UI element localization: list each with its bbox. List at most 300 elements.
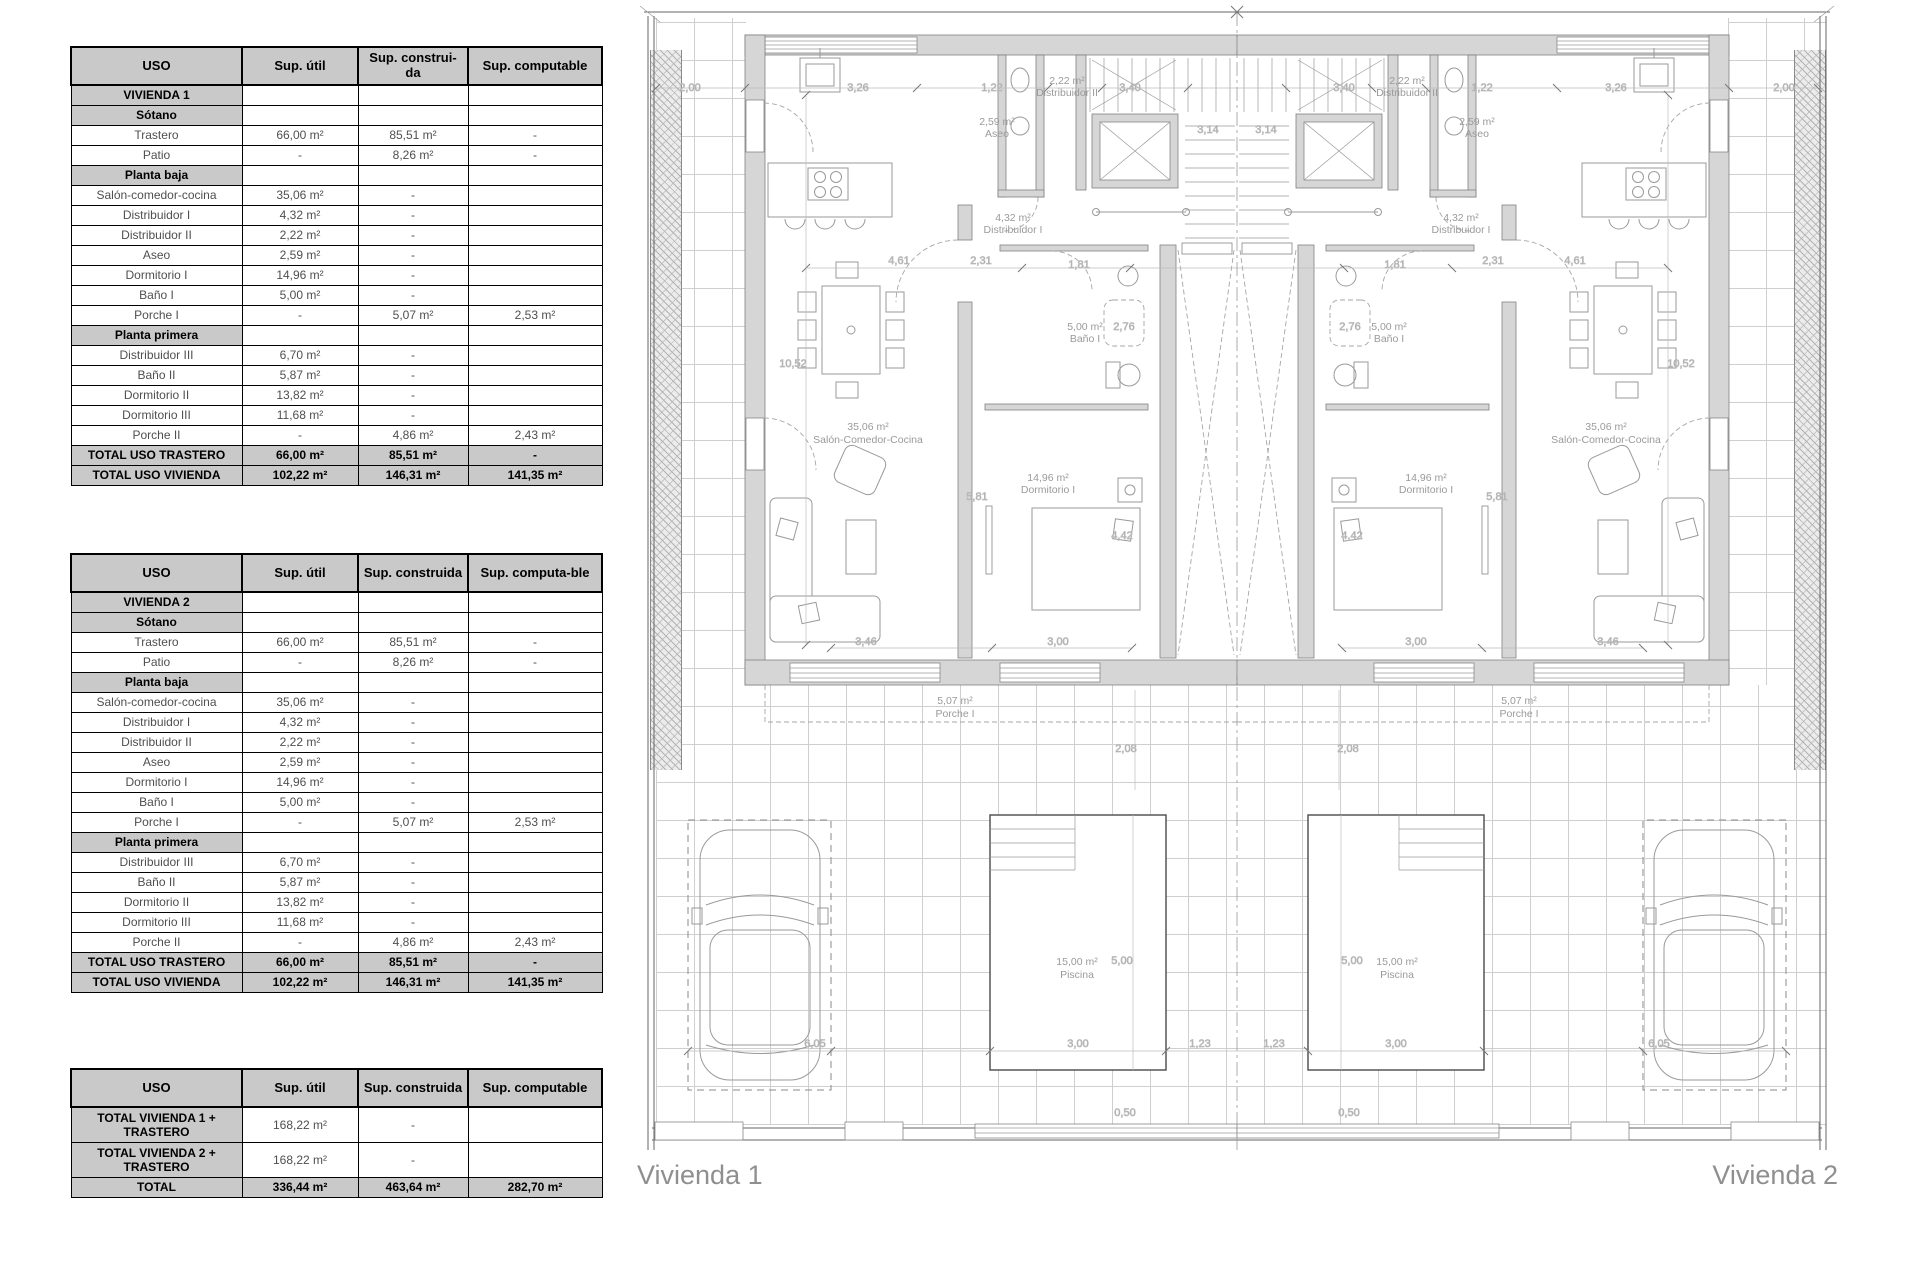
area-value: 5,07 m² bbox=[358, 306, 468, 326]
area-value bbox=[358, 166, 468, 186]
area-value: - bbox=[358, 186, 468, 206]
row-label: Planta primera bbox=[71, 326, 242, 346]
area-value: - bbox=[468, 633, 602, 653]
table-row bbox=[71, 633, 602, 653]
dim-label: 4,61 bbox=[888, 255, 910, 267]
table-row bbox=[71, 426, 602, 446]
dim-label: 3,26 bbox=[1605, 82, 1627, 94]
area-value bbox=[468, 1143, 602, 1178]
area-value: - bbox=[468, 146, 602, 166]
room-name-label: Salón-Comedor-Cocina bbox=[813, 434, 923, 446]
area-value: - bbox=[358, 893, 468, 913]
area-value bbox=[468, 853, 602, 873]
area-value: 141,35 m² bbox=[468, 973, 602, 993]
table-row bbox=[71, 466, 602, 486]
area-value: 2,43 m² bbox=[468, 426, 602, 446]
area-value: 85,51 m² bbox=[358, 446, 468, 466]
area-value: 4,32 m² bbox=[242, 713, 358, 733]
floor-plan-drawing bbox=[630, 0, 1890, 1280]
area-value: 168,22 m² bbox=[242, 1143, 358, 1178]
column-header: Sup. útil bbox=[242, 1069, 358, 1107]
table-row bbox=[71, 813, 602, 833]
area-value: 2,22 m² bbox=[242, 733, 358, 753]
table-row bbox=[71, 226, 602, 246]
area-value bbox=[242, 592, 358, 613]
row-label: Porche II bbox=[71, 426, 242, 446]
room-area-label: 2,59 m² bbox=[1459, 116, 1495, 128]
area-value bbox=[468, 286, 602, 306]
area-value: - bbox=[358, 913, 468, 933]
area-value bbox=[468, 753, 602, 773]
area-value: - bbox=[358, 226, 468, 246]
area-value: 8,26 m² bbox=[358, 146, 468, 166]
dim-label: 2,00 bbox=[679, 82, 701, 94]
row-label: Planta baja bbox=[71, 673, 242, 693]
area-value bbox=[468, 166, 602, 186]
area-value: 463,64 m² bbox=[358, 1178, 468, 1198]
column-header: Sup. construida bbox=[358, 554, 468, 592]
area-value: - bbox=[242, 933, 358, 953]
area-value bbox=[468, 833, 602, 853]
area-value bbox=[468, 592, 602, 613]
area-value bbox=[242, 326, 358, 346]
area-value: - bbox=[358, 366, 468, 386]
dim-label: 3,00 bbox=[1385, 1038, 1407, 1050]
area-value: 102,22 m² bbox=[242, 466, 358, 486]
dim-label: 0,50 bbox=[1114, 1107, 1136, 1119]
area-value: - bbox=[468, 953, 602, 973]
table-row bbox=[71, 286, 602, 306]
row-label: Distribuidor II bbox=[71, 226, 242, 246]
room-name-label: Distribuidor II bbox=[1036, 87, 1098, 99]
area-value bbox=[242, 613, 358, 633]
area-value: - bbox=[358, 733, 468, 753]
area-value: - bbox=[358, 793, 468, 813]
row-label: Salón-comedor-cocina bbox=[71, 186, 242, 206]
dim-label: 2,31 bbox=[1482, 255, 1504, 267]
table-row bbox=[71, 853, 602, 873]
dim-label: 3,14 bbox=[1197, 124, 1219, 136]
row-label: Planta baja bbox=[71, 166, 242, 186]
table-row bbox=[71, 386, 602, 406]
room-name-label: Baño I bbox=[1069, 333, 1101, 345]
area-table-totales bbox=[70, 1068, 603, 1198]
area-value: 66,00 m² bbox=[242, 633, 358, 653]
area-value: 141,35 m² bbox=[468, 466, 602, 486]
dim-label: 1,81 bbox=[1384, 259, 1406, 271]
room-name-label: Salón-Comedor-Cocina bbox=[1551, 434, 1661, 446]
area-value bbox=[468, 893, 602, 913]
row-label: Distribuidor I bbox=[71, 713, 242, 733]
row-label: Trastero bbox=[71, 633, 242, 653]
area-value: 146,31 m² bbox=[358, 973, 468, 993]
table-row bbox=[71, 1143, 602, 1178]
dim-label: 0,50 bbox=[1338, 1107, 1360, 1119]
area-value: - bbox=[242, 426, 358, 446]
dim-label: 1,81 bbox=[1068, 259, 1090, 271]
area-value: 6,70 m² bbox=[242, 346, 358, 366]
room-area-label: 5,00 m² bbox=[1067, 321, 1103, 333]
table-row bbox=[71, 673, 602, 693]
area-value: 168,22 m² bbox=[242, 1107, 358, 1143]
dim-label: 2,31 bbox=[970, 255, 992, 267]
table-row bbox=[71, 85, 602, 106]
dim-label: 6,05 bbox=[1648, 1038, 1670, 1050]
table-row bbox=[71, 446, 602, 466]
dim-label: 5,81 bbox=[1486, 491, 1508, 503]
area-value: - bbox=[358, 753, 468, 773]
area-value bbox=[468, 713, 602, 733]
table-row bbox=[71, 126, 602, 146]
area-value: 6,70 m² bbox=[242, 853, 358, 873]
area-value: 4,86 m² bbox=[358, 933, 468, 953]
table-row bbox=[71, 953, 602, 973]
area-value: 85,51 m² bbox=[358, 126, 468, 146]
row-label: Baño II bbox=[71, 366, 242, 386]
row-label: Porche II bbox=[71, 933, 242, 953]
dim-label: 5,00 bbox=[1111, 955, 1133, 967]
room-area-label: 2,22 m² bbox=[1389, 75, 1425, 87]
table-row bbox=[71, 166, 602, 186]
table-row bbox=[71, 873, 602, 893]
area-value: - bbox=[468, 446, 602, 466]
area-value: 35,06 m² bbox=[242, 186, 358, 206]
area-value bbox=[242, 106, 358, 126]
table-row bbox=[71, 693, 602, 713]
area-value: 2,22 m² bbox=[242, 226, 358, 246]
room-area-label: 4,32 m² bbox=[995, 212, 1031, 224]
area-value: 66,00 m² bbox=[242, 126, 358, 146]
row-label: Baño II bbox=[71, 873, 242, 893]
room-area-label: 5,07 m² bbox=[937, 695, 973, 707]
column-header: USO bbox=[71, 1069, 242, 1107]
area-value: 2,59 m² bbox=[242, 246, 358, 266]
area-value: 14,96 m² bbox=[242, 266, 358, 286]
row-label: TOTAL USO TRASTERO bbox=[71, 953, 242, 973]
table-row bbox=[71, 326, 602, 346]
column-header: Sup. útil bbox=[242, 554, 358, 592]
area-value: - bbox=[242, 146, 358, 166]
area-value: 85,51 m² bbox=[358, 953, 468, 973]
area-value bbox=[358, 673, 468, 693]
row-label: Baño I bbox=[71, 286, 242, 306]
area-value bbox=[468, 773, 602, 793]
area-value: - bbox=[358, 246, 468, 266]
area-value: 13,82 m² bbox=[242, 386, 358, 406]
dim-label: 2,76 bbox=[1339, 321, 1361, 333]
area-value: 14,96 m² bbox=[242, 773, 358, 793]
row-label: Distribuidor II bbox=[71, 733, 242, 753]
row-label: Patio bbox=[71, 653, 242, 673]
table-header-row bbox=[71, 47, 602, 85]
row-label: Porche I bbox=[71, 813, 242, 833]
area-value: - bbox=[358, 286, 468, 306]
row-label: Salón-comedor-cocina bbox=[71, 693, 242, 713]
row-label: TOTAL VIVIENDA 2 + TRASTERO bbox=[71, 1143, 242, 1178]
area-value bbox=[242, 833, 358, 853]
row-label: Distribuidor III bbox=[71, 346, 242, 366]
area-value: 2,53 m² bbox=[468, 813, 602, 833]
column-header: USO bbox=[71, 554, 242, 592]
room-name-label: Aseo bbox=[985, 128, 1009, 140]
room-name-label: Aseo bbox=[1465, 128, 1489, 140]
row-label: Sótano bbox=[71, 613, 242, 633]
area-value bbox=[468, 913, 602, 933]
dim-label: 3,46 bbox=[855, 636, 877, 648]
dim-label: 3,40 bbox=[1119, 82, 1141, 94]
area-value: 2,59 m² bbox=[242, 753, 358, 773]
dim-label: 3,40 bbox=[1333, 82, 1355, 94]
area-value: 5,00 m² bbox=[242, 793, 358, 813]
table-header-row bbox=[71, 1069, 602, 1107]
dim-label: 10,52 bbox=[1667, 358, 1695, 370]
row-label: Baño I bbox=[71, 793, 242, 813]
row-label: Dormitorio III bbox=[71, 913, 242, 933]
table-row bbox=[71, 266, 602, 286]
dim-label: 2,76 bbox=[1113, 321, 1135, 333]
area-value: 5,87 m² bbox=[242, 366, 358, 386]
area-value: - bbox=[242, 306, 358, 326]
column-header: Sup. computable bbox=[468, 47, 602, 85]
table-row bbox=[71, 613, 602, 633]
area-value bbox=[468, 326, 602, 346]
row-label: Porche I bbox=[71, 306, 242, 326]
dim-label: 1,23 bbox=[1189, 1038, 1211, 1050]
area-value: 85,51 m² bbox=[358, 633, 468, 653]
table-row bbox=[71, 793, 602, 813]
table-row bbox=[71, 913, 602, 933]
room-name-label: Porche I bbox=[1499, 708, 1539, 720]
room-area-label: 2,22 m² bbox=[1049, 75, 1085, 87]
room-name-label: Piscina bbox=[1380, 969, 1414, 981]
area-value: 5,87 m² bbox=[242, 873, 358, 893]
area-value: 11,68 m² bbox=[242, 913, 358, 933]
table-row bbox=[71, 186, 602, 206]
dim-label: 5,00 bbox=[1341, 955, 1363, 967]
dim-label: 5,81 bbox=[966, 491, 988, 503]
area-value bbox=[468, 206, 602, 226]
column-header: Sup. construi-da bbox=[358, 47, 468, 85]
row-label: Distribuidor III bbox=[71, 853, 242, 873]
row-label: TOTAL USO VIVIENDA bbox=[71, 973, 242, 993]
column-header: Sup. construida bbox=[358, 1069, 468, 1107]
area-value bbox=[468, 793, 602, 813]
room-area-label: 5,07 m² bbox=[1501, 695, 1537, 707]
room-area-label: 15,00 m² bbox=[1056, 956, 1098, 968]
table-row bbox=[71, 753, 602, 773]
table-row bbox=[71, 973, 602, 993]
dim-label: 10,52 bbox=[779, 358, 807, 370]
area-value bbox=[468, 1107, 602, 1143]
area-value bbox=[468, 733, 602, 753]
area-value bbox=[468, 366, 602, 386]
column-header: Sup. computable bbox=[468, 1069, 602, 1107]
table-row bbox=[71, 406, 602, 426]
area-value: - bbox=[358, 206, 468, 226]
area-value bbox=[358, 613, 468, 633]
area-value: - bbox=[358, 386, 468, 406]
row-label: VIVIENDA 1 bbox=[71, 85, 242, 106]
table-row bbox=[71, 306, 602, 326]
area-table-vivienda-2 bbox=[70, 553, 603, 993]
area-value bbox=[468, 386, 602, 406]
area-value bbox=[468, 693, 602, 713]
area-value: 4,32 m² bbox=[242, 206, 358, 226]
area-value bbox=[468, 346, 602, 366]
dim-label: 2,08 bbox=[1115, 743, 1137, 755]
area-value bbox=[468, 186, 602, 206]
area-value: - bbox=[358, 773, 468, 793]
row-label: Dormitorio III bbox=[71, 406, 242, 426]
room-area-label: 35,06 m² bbox=[847, 421, 889, 433]
row-label: TOTAL VIVIENDA 1 + TRASTERO bbox=[71, 1107, 242, 1143]
area-value bbox=[358, 85, 468, 106]
row-label: TOTAL USO VIVIENDA bbox=[71, 466, 242, 486]
area-value: 66,00 m² bbox=[242, 446, 358, 466]
area-value: - bbox=[358, 713, 468, 733]
area-value bbox=[468, 406, 602, 426]
area-value: - bbox=[358, 873, 468, 893]
area-value: 4,86 m² bbox=[358, 426, 468, 446]
area-value: 35,06 m² bbox=[242, 693, 358, 713]
dim-label: 3,00 bbox=[1047, 636, 1069, 648]
table-row bbox=[71, 592, 602, 613]
row-label: Dormitorio II bbox=[71, 386, 242, 406]
table-row bbox=[71, 833, 602, 853]
area-value: 336,44 m² bbox=[242, 1178, 358, 1198]
table-row bbox=[71, 893, 602, 913]
room-name-label: Distribuidor I bbox=[983, 224, 1043, 236]
room-area-label: 2,59 m² bbox=[979, 116, 1015, 128]
area-value: 66,00 m² bbox=[242, 953, 358, 973]
area-value bbox=[358, 106, 468, 126]
dim-label: 3,00 bbox=[1067, 1038, 1089, 1050]
area-value bbox=[468, 266, 602, 286]
area-value: - bbox=[358, 1107, 468, 1143]
area-value: 2,43 m² bbox=[468, 933, 602, 953]
area-value: - bbox=[242, 813, 358, 833]
room-name-label: Distribuidor II bbox=[1376, 87, 1438, 99]
table-row bbox=[71, 653, 602, 673]
area-value: 11,68 m² bbox=[242, 406, 358, 426]
row-label: Planta primera bbox=[71, 833, 242, 853]
room-name-label: Distribuidor I bbox=[1431, 224, 1491, 236]
row-label: Dormitorio I bbox=[71, 773, 242, 793]
area-value bbox=[468, 226, 602, 246]
row-label: Trastero bbox=[71, 126, 242, 146]
table-row bbox=[71, 366, 602, 386]
dim-label: 1,22 bbox=[981, 82, 1003, 94]
room-name-label: Porche I bbox=[935, 708, 975, 720]
area-value bbox=[468, 246, 602, 266]
area-value: 13,82 m² bbox=[242, 893, 358, 913]
dim-label: 4,42 bbox=[1111, 530, 1133, 542]
area-value: 8,26 m² bbox=[358, 653, 468, 673]
table-row bbox=[71, 713, 602, 733]
area-value bbox=[242, 166, 358, 186]
table-header-row bbox=[71, 554, 602, 592]
area-value: - bbox=[468, 126, 602, 146]
row-label: Sótano bbox=[71, 106, 242, 126]
area-value: - bbox=[358, 406, 468, 426]
column-header: Sup. útil bbox=[242, 47, 358, 85]
dim-label: 1,22 bbox=[1471, 82, 1493, 94]
area-value: - bbox=[358, 266, 468, 286]
area-value: 5,00 m² bbox=[242, 286, 358, 306]
table-row bbox=[71, 1107, 602, 1143]
row-label: TOTAL USO TRASTERO bbox=[71, 446, 242, 466]
column-header: USO bbox=[71, 47, 242, 85]
area-value bbox=[242, 85, 358, 106]
room-area-label: 35,06 m² bbox=[1585, 421, 1627, 433]
room-area-label: 4,32 m² bbox=[1443, 212, 1479, 224]
area-value bbox=[358, 833, 468, 853]
row-label: Dormitorio II bbox=[71, 893, 242, 913]
dim-label: 3,00 bbox=[1405, 636, 1427, 648]
area-value bbox=[468, 85, 602, 106]
room-name-label: Baño I bbox=[1373, 333, 1405, 345]
dim-label: 3,14 bbox=[1255, 124, 1277, 136]
row-label: Aseo bbox=[71, 246, 242, 266]
room-area-label: 15,00 m² bbox=[1376, 956, 1418, 968]
area-value: 146,31 m² bbox=[358, 466, 468, 486]
dim-label: 3,26 bbox=[847, 82, 869, 94]
area-value: - bbox=[358, 693, 468, 713]
table-row bbox=[71, 146, 602, 166]
area-value: - bbox=[358, 853, 468, 873]
dim-label: 1,23 bbox=[1263, 1038, 1285, 1050]
table-row bbox=[71, 346, 602, 366]
table-row bbox=[71, 933, 602, 953]
area-value bbox=[468, 873, 602, 893]
dim-label: 4,42 bbox=[1341, 530, 1363, 542]
area-value bbox=[468, 673, 602, 693]
unit-label-vivienda-2: Vivienda 2 bbox=[1712, 1160, 1838, 1190]
area-value: - bbox=[468, 653, 602, 673]
row-label: Distribuidor I bbox=[71, 206, 242, 226]
row-label: VIVIENDA 2 bbox=[71, 592, 242, 613]
area-table-vivienda-1 bbox=[70, 46, 603, 486]
room-area-label: 5,00 m² bbox=[1371, 321, 1407, 333]
dim-label: 3,46 bbox=[1597, 636, 1619, 648]
room-name-label: Dormitorio I bbox=[1020, 484, 1076, 496]
row-label: Patio bbox=[71, 146, 242, 166]
room-area-label: 14,96 m² bbox=[1027, 472, 1069, 484]
dim-label: 2,08 bbox=[1337, 743, 1359, 755]
unit-label-vivienda-1: Vivienda 1 bbox=[637, 1160, 763, 1190]
area-value: 282,70 m² bbox=[468, 1178, 602, 1198]
row-label: Aseo bbox=[71, 753, 242, 773]
table-row bbox=[71, 773, 602, 793]
area-value bbox=[358, 592, 468, 613]
room-area-label: 14,96 m² bbox=[1405, 472, 1447, 484]
area-value bbox=[358, 326, 468, 346]
dim-label: 6,05 bbox=[804, 1038, 826, 1050]
area-value: 5,07 m² bbox=[358, 813, 468, 833]
area-value bbox=[242, 673, 358, 693]
table-row bbox=[71, 206, 602, 226]
dim-label: 2,00 bbox=[1773, 82, 1795, 94]
row-label: Dormitorio I bbox=[71, 266, 242, 286]
area-value: 2,53 m² bbox=[468, 306, 602, 326]
table-row bbox=[71, 1178, 602, 1198]
table-row bbox=[71, 733, 602, 753]
column-header: Sup. computa-ble bbox=[468, 554, 602, 592]
area-value: - bbox=[358, 346, 468, 366]
area-value bbox=[468, 106, 602, 126]
table-row bbox=[71, 246, 602, 266]
table-row bbox=[71, 106, 602, 126]
